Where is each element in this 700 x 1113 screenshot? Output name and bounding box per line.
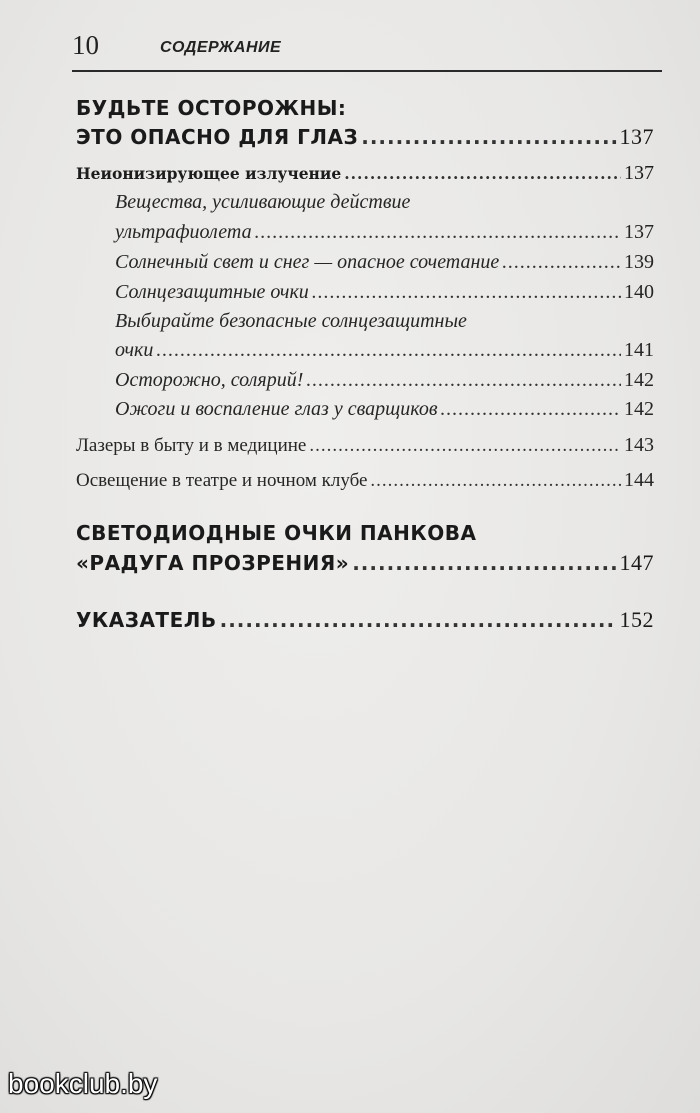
subsection-title-line: Вещества, усиливающие действие bbox=[115, 191, 411, 213]
page-ref: 139 bbox=[624, 251, 654, 273]
part-title-line: СВЕТОДИОДНЫЕ ОЧКИ ПАНКОВА bbox=[76, 521, 477, 545]
dot-leader bbox=[309, 435, 621, 457]
dot-leader bbox=[156, 339, 621, 362]
part-title-line: ЭТО ОПАСНО ДЛЯ ГЛАЗ bbox=[76, 125, 359, 149]
page-ref: 141 bbox=[624, 339, 654, 361]
section-title: Освещение в театре и ночном клубе bbox=[76, 470, 368, 491]
page-ref: 137 bbox=[624, 162, 654, 184]
section-title: Лазеры в быту и в медицине bbox=[76, 435, 307, 456]
page-ref: 152 bbox=[619, 607, 654, 632]
page-ref: 142 bbox=[624, 369, 654, 391]
dot-leader bbox=[220, 608, 617, 632]
toc-entry-part bbox=[76, 124, 654, 150]
dot-leader bbox=[370, 470, 621, 492]
subsection-title: Ожоги и воспаление глаз у сварщиков bbox=[115, 398, 438, 420]
subsection-title: Осторожно, солярий! bbox=[115, 369, 304, 391]
subsection-title-line: Выбирайте безопасные солнцезащитные bbox=[115, 310, 467, 332]
part-title-line: «РАДУГА ПРОЗРЕНИЯ» bbox=[76, 551, 350, 575]
dot-leader bbox=[306, 369, 621, 392]
dot-leader bbox=[502, 251, 621, 274]
page-ref: 144 bbox=[624, 469, 654, 491]
page-ref: 142 bbox=[624, 398, 654, 420]
toc-entry-subsection bbox=[115, 281, 654, 304]
page-ref: 140 bbox=[624, 281, 654, 303]
toc-entry-subsection bbox=[115, 251, 654, 274]
dot-leader bbox=[361, 125, 616, 149]
dot-leader bbox=[441, 398, 621, 421]
subsection-title: Солнечный свет и снег — опасное сочетание bbox=[115, 251, 500, 273]
toc-entry-section bbox=[76, 469, 654, 492]
running-head: СОДЕРЖАНИЕ bbox=[160, 39, 282, 56]
part-title: УКАЗАТЕЛЬ bbox=[76, 608, 217, 632]
dot-leader bbox=[344, 164, 621, 183]
subsection-title: ультрафиолета bbox=[115, 221, 252, 243]
part-title-line: БУДЬТЕ ОСТОРОЖНЫ: bbox=[76, 96, 347, 120]
dot-leader bbox=[312, 281, 621, 304]
page-ref: 137 bbox=[619, 124, 654, 149]
toc-entry-subsection bbox=[115, 339, 654, 362]
toc-entry-part bbox=[76, 550, 654, 576]
watermark-text: bookclub.by bbox=[8, 1068, 158, 1099]
toc-entry-section bbox=[76, 434, 654, 457]
section-title: Неионизирующее излучение bbox=[76, 164, 342, 183]
page-ref: 137 bbox=[624, 221, 654, 243]
page-ref: 143 bbox=[624, 434, 654, 456]
toc-entry-section bbox=[76, 162, 654, 185]
toc-entry-subsection bbox=[115, 398, 654, 421]
page-number: 10 bbox=[72, 30, 99, 60]
toc-entry-subsection bbox=[115, 221, 654, 244]
dot-leader bbox=[352, 551, 616, 575]
subsection-title: Солнцезащитные очки bbox=[115, 281, 309, 303]
dot-leader bbox=[255, 221, 621, 244]
subsection-title: очки bbox=[115, 339, 154, 361]
page-ref: 147 bbox=[619, 550, 654, 575]
toc-entry-subsection bbox=[115, 369, 654, 392]
toc-entry-part bbox=[76, 607, 654, 633]
